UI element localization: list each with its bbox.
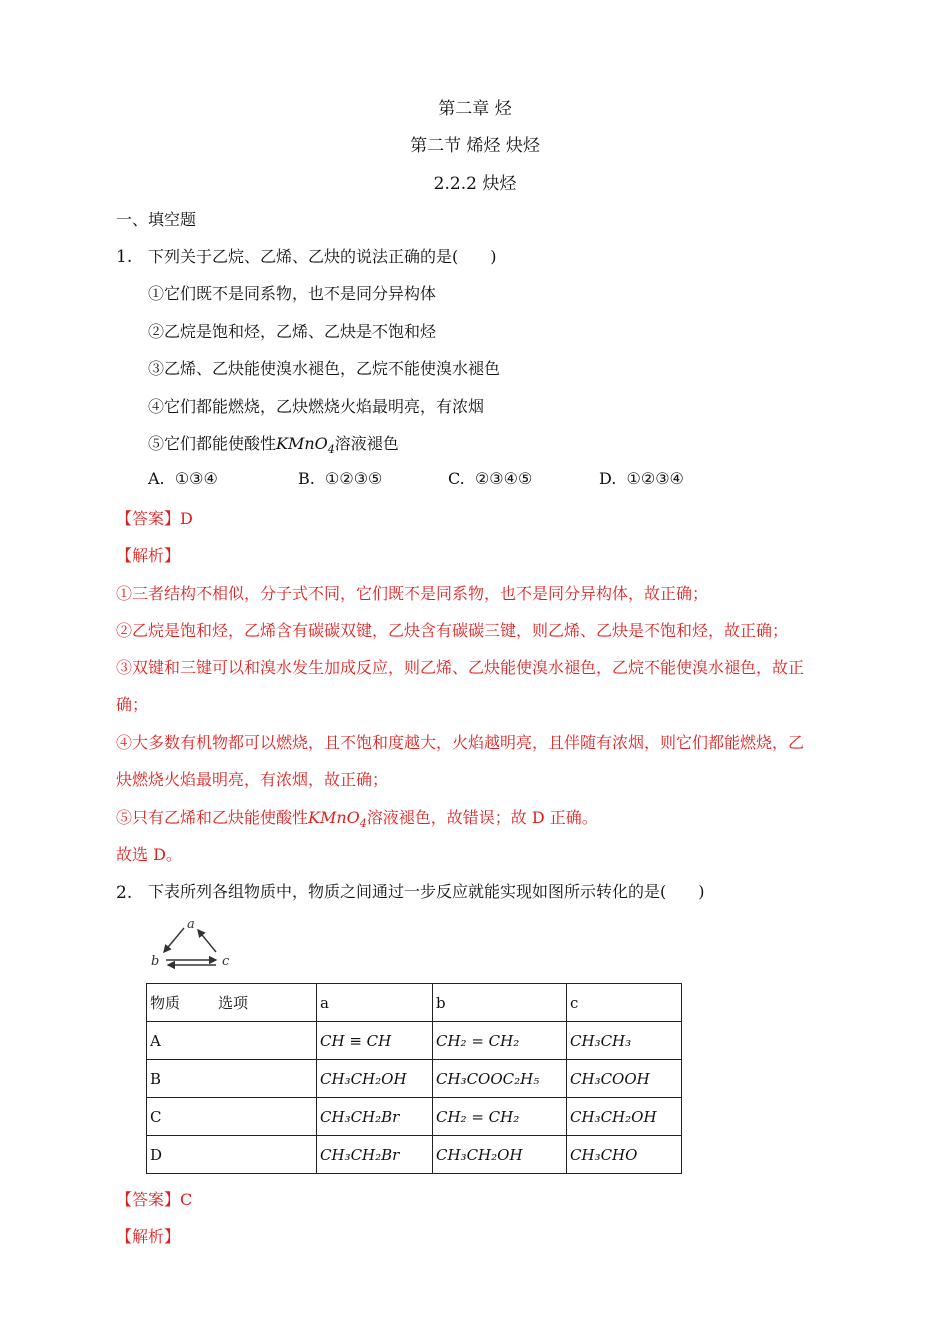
q1-analysis-3: ③双键和三键可以和溴水发生加成反应，则乙烯、乙炔能使溴水褪色，乙烷不能使溴水褪色，故正	[116, 658, 805, 677]
arrow-a-to-b	[164, 928, 184, 952]
q1-paren-open: (	[452, 247, 459, 266]
cell-b: CH₃CH₂OH	[433, 1136, 567, 1174]
q1-answer-label: 【答案】	[116, 509, 181, 528]
q1-choice-a-text: ①③④	[174, 469, 218, 488]
q2-stem	[148, 879, 705, 902]
q2-paren-close: )	[698, 882, 705, 901]
q1-statement-3: ③乙烯、乙炔能使溴水褪色，乙烷不能使溴水褪色	[148, 359, 501, 378]
table-header-right: 选项	[218, 994, 249, 1012]
row-label: C	[147, 1098, 317, 1136]
diagram-node-b: b	[151, 954, 160, 969]
q1-analysis-5-formula: KMnO	[308, 808, 360, 827]
q1-number: 1.	[116, 247, 133, 267]
q1-analysis-1: ①三者结构不相似，分子式不同，它们既不是同系物，也不是同分异构体，故正确；	[116, 584, 709, 603]
table-header-left: 物质	[150, 994, 181, 1012]
q1-analysis-5-pre: ⑤只有乙烯和乙炔能使酸性	[116, 808, 309, 827]
q2-answer-value: C	[180, 1190, 193, 1209]
cell-b: CH₂ = CH₂	[433, 1098, 567, 1136]
q1-choice-a-letter: A.	[148, 469, 165, 488]
q2-number: 2.	[116, 883, 133, 903]
q1-analysis-4b: 炔燃烧火焰最明亮，有浓烟，故正确；	[116, 770, 389, 789]
q1-choice-b-letter: B.	[298, 469, 315, 488]
table-header-b: b	[433, 984, 567, 1022]
table-header-c: c	[567, 984, 682, 1022]
q2-stem-text: 下表所列各组物质中，物质之间通过一步反应就能实现如图所示转化的是	[148, 882, 661, 901]
q1-stem	[148, 244, 497, 267]
arrow-c-to-a	[198, 930, 216, 952]
q1-choice-d[interactable]	[599, 469, 684, 488]
q1-analysis-3b: 确；	[116, 695, 149, 714]
cell-c: CH₃CH₂OH	[567, 1098, 682, 1136]
cell-c: CH₃CH₃	[567, 1022, 682, 1060]
part-title: 一、填空题	[116, 210, 197, 229]
q1-statement-5	[148, 431, 399, 456]
q1-statement-5-post: 溶液褪色	[334, 434, 399, 453]
q1-choice-c-letter: C.	[448, 469, 465, 488]
q1-answer	[116, 506, 193, 529]
q2-answer-label: 【答案】	[116, 1190, 181, 1209]
q2-analysis-label: 【解析】	[116, 1227, 181, 1246]
q1-choice-b-text: ①②③⑤	[325, 469, 383, 488]
table-row	[147, 1060, 682, 1098]
q1-paren-close: )	[490, 247, 497, 266]
q2-options-table	[146, 983, 682, 1174]
table-header-row	[147, 984, 682, 1022]
q1-choice-d-letter: D.	[599, 469, 617, 488]
q1-analysis-5-post: 溶液褪色，故错误；故 D 正确。	[366, 808, 598, 827]
cell-c: CH₃COOH	[567, 1060, 682, 1098]
q1-choices	[148, 469, 708, 491]
q1-choice-a[interactable]	[148, 469, 218, 488]
row-label: D	[147, 1136, 317, 1174]
q1-choice-d-text: ①②③④	[626, 469, 684, 488]
q2-answer	[116, 1187, 192, 1210]
q1-stem-text: 下列关于乙烷、乙烯、乙炔的说法正确的是	[148, 247, 453, 266]
q1-answer-value: D	[180, 509, 193, 528]
q1-statement-5-pre: ⑤它们都能使酸性	[148, 434, 277, 453]
q1-analysis-5-sub: 4	[359, 817, 367, 831]
q1-statement-4: ④它们都能燃烧，乙炔燃烧火焰最明亮，有浓烟	[148, 397, 485, 416]
cell-a: CH ≡ CH	[317, 1022, 433, 1060]
row-label: B	[147, 1060, 317, 1098]
q1-statement-5-sub: 4	[327, 443, 335, 457]
chapter-title: 第二章 烃	[438, 99, 512, 119]
table-row	[147, 1098, 682, 1136]
q1-choice-c[interactable]	[448, 469, 532, 488]
q1-analysis-4: ④大多数有机物都可以燃烧，且不饱和度越大，火焰越明亮，且伴随有浓烟，则它们都能燃烧，乙	[116, 733, 805, 752]
row-label: A	[147, 1022, 317, 1060]
cell-a: CH₃CH₂Br	[317, 1098, 433, 1136]
table-header-a: a	[317, 984, 433, 1022]
q1-statement-2: ②乙烷是饱和烃，乙烯、乙炔是不饱和烃	[148, 322, 437, 341]
subsection-title: 2.2.2 炔烃	[433, 174, 517, 194]
q1-statement-5-formula: KMnO	[276, 434, 328, 453]
cell-c: CH₃CHO	[567, 1136, 682, 1174]
q1-analysis-2: ②乙烷是饱和烃，乙烯含有碳碳双键，乙炔含有碳碳三键，则乙烯、乙炔是不饱和烃，故正确；	[116, 621, 789, 640]
q1-analysis-5	[116, 805, 598, 830]
cell-b: CH₃COOC₂H₅	[433, 1060, 567, 1098]
diagram-node-a: a	[187, 917, 195, 932]
q2-paren-open: (	[660, 882, 667, 901]
diagram-node-c: c	[222, 954, 230, 969]
table-row	[147, 1022, 682, 1060]
cell-a: CH₃CH₂Br	[317, 1136, 433, 1174]
section-title: 第二节 烯烃 炔烃	[410, 136, 540, 156]
conversion-diagram	[146, 914, 236, 970]
q1-statement-1: ①它们既不是同系物，也不是同分异构体	[148, 284, 437, 303]
q1-choice-c-text: ②③④⑤	[474, 469, 533, 488]
cell-b: CH₂ = CH₂	[433, 1022, 567, 1060]
q1-conclusion: 故选 D。	[116, 845, 182, 864]
cell-a: CH₃CH₂OH	[317, 1060, 433, 1098]
q1-choice-b[interactable]	[298, 469, 382, 488]
q1-analysis-label: 【解析】	[116, 546, 181, 565]
table-header-corner	[147, 984, 317, 1022]
table-row	[147, 1136, 682, 1174]
